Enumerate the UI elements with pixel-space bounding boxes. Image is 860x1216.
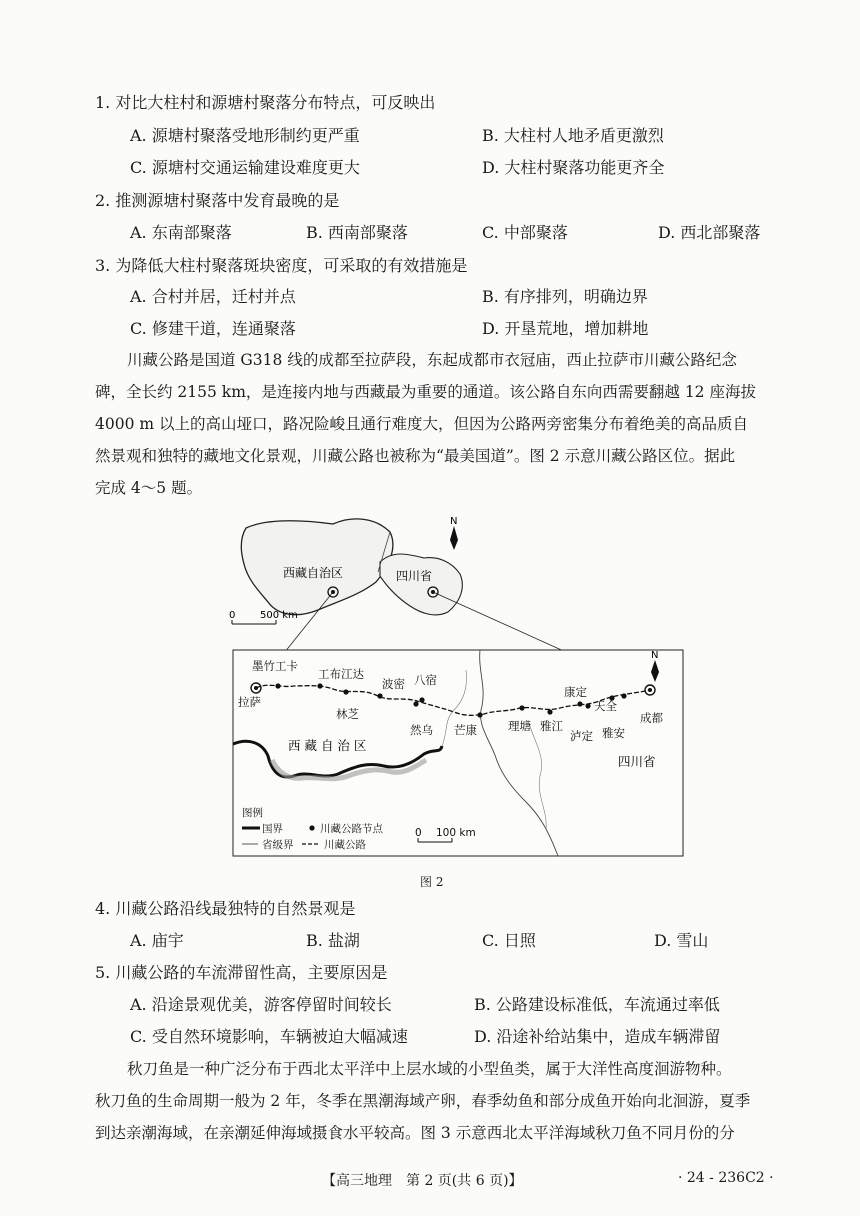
inset-xizang-label: 西藏自治区 (283, 566, 344, 580)
svg-text:0: 0 (415, 827, 422, 839)
label-litang: 理塘 (508, 719, 531, 733)
label-tianquan: 天全 (594, 699, 617, 713)
legend-node-label: 川藏公路节点 (320, 823, 383, 835)
passage-2-line-3: 到达亲潮海域，在亲潮延伸海域摄食水平较高。图 3 示意西北太平洋海域秋刀鱼不同月份的分 (95, 1124, 735, 1142)
passage-1-line-1: 川藏公路是国道 G318 线的成都至拉萨段，东起成都市衣冠庙，西止拉萨市川藏公路纪念 (127, 351, 737, 369)
label-chengdu: 成都 (640, 711, 663, 725)
label-lasa: 拉萨 (238, 695, 261, 709)
chengdu-endpoint-dot (648, 688, 652, 692)
question-2-stem: 2. 推测源塘村聚落中发育最晚的是 (95, 191, 340, 210)
region-label-xizang: 西 藏 自 治 区 (288, 738, 367, 753)
question-4-option-c: C. 日照 (482, 931, 536, 950)
question-1-option-a: A. 源塘村聚落受地形制约更严重 (130, 126, 360, 145)
inset-map (229, 516, 462, 624)
label-linzhi: 林芝 (336, 707, 359, 721)
node-basu (419, 697, 424, 702)
question-1-option-c: C. 源塘村交通运输建设难度更大 (130, 158, 360, 177)
label-mangkang: 芒康 (454, 723, 477, 737)
question-3-option-b: B. 有序排列，明确边界 (482, 287, 648, 306)
question-5-stem: 5. 川藏公路的车流滞留性高，主要原因是 (95, 963, 388, 982)
lasa-endpoint-dot (254, 686, 258, 690)
node-luding (585, 703, 590, 708)
question-3-option-a: A. 合村并居，迁村并点 (130, 287, 296, 306)
svg-text:N: N (651, 650, 659, 661)
question-2-option-b: B. 西南部聚落 (306, 223, 408, 242)
svg-text:100 km: 100 km (436, 827, 476, 839)
label-yaan: 雅安 (602, 726, 625, 740)
node-bomi (377, 693, 382, 698)
label-luding: 泸定 (570, 729, 593, 743)
question-2-option-c: C. 中部聚落 (482, 223, 568, 242)
inset-sichuan-label: 四川省 (396, 569, 433, 583)
passage-1-line-3: 4000 m 以上的高山垭口，路况险峻且通行难度大，但因为公路两旁密集分布着绝美的高品质自 (95, 415, 749, 433)
question-3-stem: 3. 为降低大柱村聚落斑块密度，可采取的有效措施是 (95, 256, 468, 275)
question-5-option-d: D. 沿途补给站集中，造成车辆滞留 (474, 1027, 721, 1046)
passage-2-line-1: 秋刀鱼是一种广泛分布于西北太平洋中上层水域的小型鱼类，属于大洋性高度洄游物种。 (127, 1060, 732, 1078)
node-gongbujiangda (317, 683, 322, 688)
route-map-figure (228, 510, 688, 860)
label-bomi: 波密 (382, 677, 405, 691)
node-mangkang (477, 712, 482, 717)
main-map-frame (233, 650, 683, 856)
label-yajiang: 雅江 (540, 719, 563, 733)
label-gongbujiangda: 工布江达 (318, 667, 364, 681)
question-5-option-b: B. 公路建设标准低，车流通过率低 (474, 995, 720, 1014)
label-kangding: 康定 (564, 685, 587, 699)
legend-road-label: 川藏公路 (324, 839, 366, 851)
node-mozhugongka (275, 683, 280, 688)
question-1-stem: 1. 对比大柱村和源塘村聚落分布特点，可反映出 (95, 93, 436, 112)
inset-north-arrow (450, 516, 458, 550)
inset-scale-bar (229, 610, 298, 624)
svg-text:0: 0 (229, 610, 236, 621)
passage-2-line-2: 秋刀鱼的生命周期一般为 2 年，冬季在黑潮海域产卵，春季幼鱼和部分成鱼开始向北洄游，夏季 (95, 1092, 751, 1110)
question-4-stem: 4. 川藏公路沿线最独特的自然景观是 (95, 899, 356, 918)
question-4-option-a: A. 庙宇 (130, 931, 184, 950)
region-label-sichuan: 四川省 (618, 754, 656, 769)
passage-1-line-4: 然景观和独特的藏地文化景观，川藏公路也被称为“最美国道”。图 2 示意川藏公路区位。据此 (95, 447, 736, 465)
question-4-option-b: B. 盐湖 (306, 931, 360, 950)
inset-sichuan-outline (380, 554, 462, 615)
node-linzhi (343, 689, 348, 694)
question-2-option-a: A. 东南部聚落 (130, 223, 232, 242)
node-yaan (621, 693, 626, 698)
legend-border-label: 国界 (262, 823, 283, 835)
main-map (233, 650, 683, 856)
question-1-option-b: B. 大柱村人地矛盾更激烈 (482, 126, 664, 145)
label-mozhugongka: 墨竹工卡 (252, 659, 298, 673)
legend-title: 图例 (242, 807, 263, 819)
label-basu: 八宿 (414, 673, 437, 687)
passage-1-line-2: 碑，全长约 2155 km，是连接内地与西藏最为重要的通道。该公路自东向西需要翻越 12 座海拔 (95, 383, 756, 401)
node-yajiang (547, 709, 552, 714)
node-kangding (577, 701, 582, 706)
legend-node-swatch (309, 825, 314, 830)
svg-text:500 km: 500 km (260, 610, 298, 621)
label-ranwu: 然乌 (410, 723, 433, 737)
legend-province-label: 省级界 (262, 839, 294, 851)
node-litang (519, 705, 524, 710)
figure-2-caption: 图 2 (420, 875, 444, 889)
question-5-option-c: C. 受自然环境影响，车辆被迫大幅减速 (130, 1027, 408, 1046)
question-5-option-a: A. 沿途景观优美，游客停留时间较长 (130, 995, 392, 1014)
question-3-option-d: D. 开垦荒地，增加耕地 (482, 319, 649, 338)
question-4-option-d: D. 雪山 (654, 931, 709, 950)
svg-text:N: N (450, 516, 458, 527)
page-footer-code: · 24 - 236C2 · (678, 1170, 774, 1186)
node-ranwu (413, 701, 418, 706)
question-1-option-d: D. 大柱村聚落功能更齐全 (482, 158, 665, 177)
passage-1-line-5: 完成 4～5 题。 (95, 479, 203, 497)
page-footer-center: 【高三地理 第 2 页(共 6 页)】 (322, 1173, 523, 1189)
question-3-option-c: C. 修建干道，连通聚落 (130, 319, 296, 338)
question-2-option-d: D. 西北部聚落 (658, 223, 761, 242)
